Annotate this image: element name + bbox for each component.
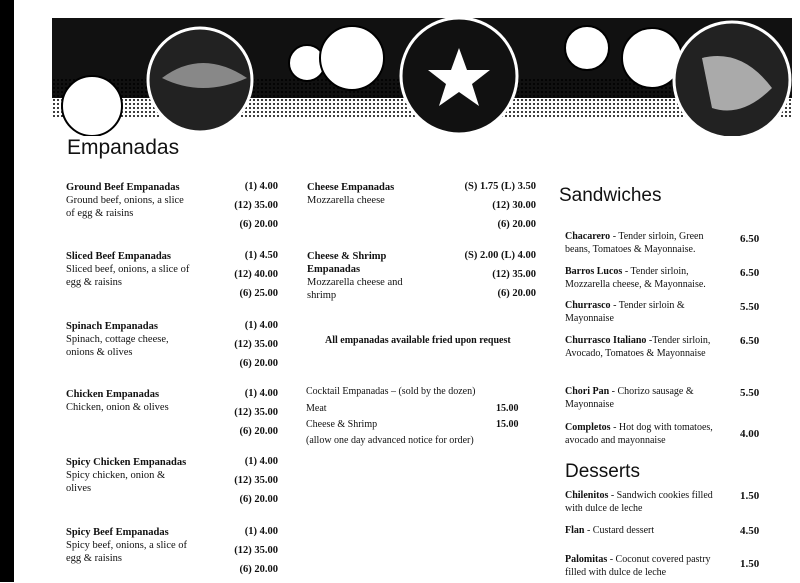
price: (1) 4.00	[244, 320, 278, 331]
item-desc: - Tender sirloin, Mozzarella cheese, & Mayonnaise.	[565, 266, 706, 290]
item-name: Cheese Empanadas	[307, 182, 395, 193]
cocktail-price: 15.00	[496, 403, 519, 414]
price: (S) 2.00 (L) 4.00	[464, 250, 536, 261]
price: (6) 20.00	[497, 219, 536, 230]
menu-item	[66, 320, 191, 359]
price: (6) 20.00	[239, 494, 278, 505]
item-name: Churrasco Italiano	[565, 335, 647, 346]
dessert-item	[565, 553, 725, 579]
fried-note: All empanadas available fried upon request	[325, 335, 511, 346]
item-name: Cheese & Shrimp Empanadas	[307, 251, 387, 275]
cocktail-name: Meat	[306, 403, 327, 414]
cocktail-title: Cocktail Empanadas – (sold by the dozen)	[306, 386, 476, 397]
item-name: Spicy Chicken Empanadas	[66, 457, 187, 468]
item-price: 5.50	[740, 301, 760, 313]
empanadas-heading: Empanadas	[67, 136, 180, 159]
item-price: 6.50	[740, 267, 760, 279]
sandwich-item	[565, 421, 725, 447]
cocktail-footnote: (allow one day advanced notice for order)	[306, 435, 474, 446]
item-name: Spinach Empanadas	[66, 321, 158, 332]
item-price: 6.50	[740, 335, 760, 347]
item-prices	[230, 181, 278, 238]
dessert-item	[565, 489, 725, 515]
sandwiches-heading: Sandwiches	[559, 185, 662, 206]
item-desc: - Tender sirloin, Green beans, Tomatoes & Mayonnaise.	[565, 231, 704, 255]
menu-item	[66, 181, 191, 220]
item-price: 1.50	[740, 490, 760, 502]
price: (1) 4.00	[244, 388, 278, 399]
item-price: 5.50	[740, 387, 760, 399]
menu-item	[66, 388, 191, 414]
sandwich-item	[565, 265, 725, 291]
price: (S) 1.75 (L) 3.50	[464, 181, 536, 192]
item-desc: Spicy chicken, onion & olives	[66, 470, 166, 494]
sandwich-item	[565, 334, 725, 360]
price: (6) 20.00	[239, 358, 278, 369]
dessert-item	[565, 524, 725, 537]
item-desc: -Tender sirloin, Avocado, Tomatoes & Mayonnaise	[565, 335, 711, 359]
sandwich-item	[565, 299, 725, 325]
price: (12) 35.00	[234, 339, 278, 350]
item-name: Chicken Empanadas	[66, 389, 160, 400]
cocktail-row	[306, 416, 546, 432]
header-banner-image	[52, 18, 792, 136]
menu-item	[66, 250, 191, 289]
item-prices	[230, 456, 278, 513]
price: (1) 4.00	[244, 456, 278, 467]
price: (1) 4.00	[244, 181, 278, 192]
item-desc: Spinach, cottage cheese, onions & olives	[66, 334, 169, 358]
price: (12) 35.00	[492, 269, 536, 280]
item-name: Churrasco	[565, 300, 611, 311]
item-desc: - Custard dessert	[584, 525, 655, 536]
price: (1) 4.00	[244, 526, 278, 537]
item-name: Completos	[565, 422, 611, 433]
price: (1) 4.50	[244, 250, 278, 261]
sandwich-item	[565, 230, 725, 256]
item-name: Flan	[565, 525, 585, 536]
item-price: 6.50	[740, 233, 760, 245]
item-name: Palomitas	[565, 554, 608, 565]
item-prices	[230, 526, 278, 583]
item-desc: Spicy beef, onions, a slice of egg & raisins	[66, 540, 188, 564]
price: (6) 20.00	[239, 219, 278, 230]
item-prices	[440, 181, 536, 238]
menu-item	[307, 181, 427, 207]
price: (6) 20.00	[239, 564, 278, 575]
item-name: Spicy Beef Empanadas	[66, 527, 169, 538]
cocktail-row	[306, 400, 546, 416]
item-desc: - Hot dog with tomatoes, avocado and mayonnaise	[565, 422, 713, 446]
cocktail-section	[306, 383, 546, 449]
price: (6) 20.00	[239, 426, 278, 437]
item-desc: Ground beef, onions, a slice of egg & raisins	[66, 195, 184, 219]
menu-item	[66, 526, 191, 565]
item-name: Barros Lucos	[565, 266, 623, 277]
item-price: 4.00	[740, 428, 760, 440]
cocktail-name: Cheese & Shrimp	[306, 419, 378, 430]
item-desc: - Tender sirloin & Mayonnaise	[565, 300, 685, 324]
cocktail-price: 15.00	[496, 419, 519, 430]
item-desc: - Sandwich cookies filled with dulce de leche	[565, 490, 713, 514]
item-desc: Sliced beef, onions, a slice of egg & raisins	[66, 264, 190, 288]
item-desc: - Coconut covered pastry filled with dulce de leche	[565, 554, 711, 578]
menu-item	[66, 456, 191, 495]
scan-edge	[0, 0, 14, 582]
item-prices	[230, 388, 278, 445]
item-name: Ground Beef Empanadas	[66, 182, 180, 193]
item-prices	[440, 250, 536, 307]
item-desc: Mozzarella cheese and shrimp	[307, 277, 403, 301]
item-prices	[230, 320, 278, 377]
item-desc: Mozzarella cheese	[307, 195, 385, 206]
price: (12) 35.00	[234, 200, 278, 211]
item-name: Chacarero	[565, 231, 611, 242]
item-name: Sliced Beef Empanadas	[66, 251, 172, 262]
price: (12) 35.00	[234, 475, 278, 486]
item-price: 1.50	[740, 558, 760, 570]
item-desc: - Chorizo sausage & Mayonnaise	[565, 386, 694, 410]
price: (12) 30.00	[492, 200, 536, 211]
item-desc: Chicken, onion & olives	[66, 402, 169, 413]
desserts-heading: Desserts	[565, 461, 640, 482]
item-price: 4.50	[740, 525, 760, 537]
price: (6) 25.00	[239, 288, 278, 299]
price: (12) 35.00	[234, 407, 278, 418]
item-prices	[230, 250, 278, 307]
item-name: Chori Pan	[565, 386, 610, 397]
menu-item	[307, 250, 427, 302]
price: (6) 20.00	[497, 288, 536, 299]
price: (12) 40.00	[234, 269, 278, 280]
item-name: Chilenitos	[565, 490, 609, 501]
sandwich-item	[565, 385, 725, 411]
price: (12) 35.00	[234, 545, 278, 556]
